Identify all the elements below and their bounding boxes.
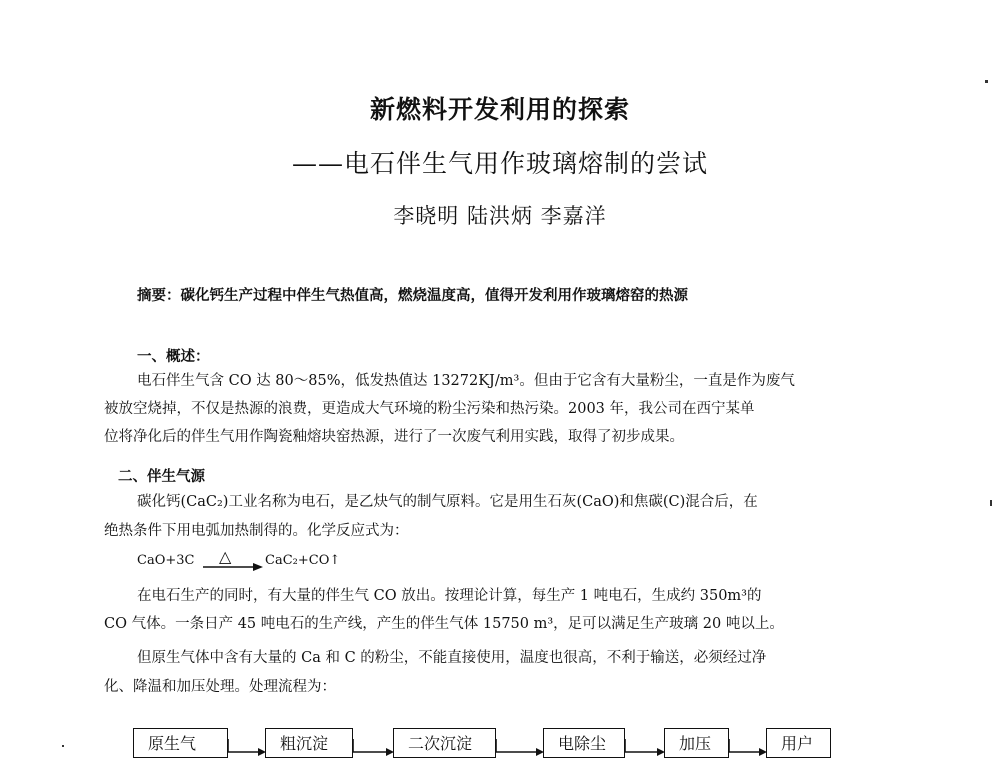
abstract <box>137 284 688 305</box>
abstract-label: 摘要： <box>137 287 181 304</box>
arrow-icon <box>203 549 263 571</box>
section-2-p2-line-1: 在电石生产的同时，有大量的伴生气 CO 放出。按理论计算，每生产 1 吨电石，生成约 350m³的 <box>137 588 762 604</box>
section-2-p1-line-2: 绝热条件下用电弧加热制得的。化学反应式为： <box>104 523 409 539</box>
section-2-p3-line-2: 化、降温和加压处理。处理流程为： <box>104 679 336 695</box>
reaction-condition: △ <box>219 547 232 566</box>
scan-speck <box>62 745 64 747</box>
page-subtitle: ——电石伴生气用作玻璃熔制的尝试 <box>291 149 708 178</box>
section-2-p2-line-2: CO 气体。一条日产 45 吨电石的生产线，产生的伴生气体 15750 m³，足可以满足生产玻璃 20 吨以上。 <box>104 616 784 632</box>
flow-box-user: 用户 <box>766 728 831 758</box>
flow-box-electrostatic-precipitator: 电除尘 <box>543 728 625 758</box>
abstract-text: 碳化钙生产过程中伴生气热值高，燃烧温度高，值得开发利用作玻璃熔窑的热源 <box>180 287 688 304</box>
formula-left: CaO+3C <box>137 553 195 568</box>
reaction-arrow <box>203 549 263 571</box>
formula-right: CaC₂+CO↑ <box>265 553 341 568</box>
section-1-line-2: 被放空烧掉，不仅是热源的浪费，更造成大气环境的粉尘污染和热污染。2003 年，我公司在西宁某单 <box>104 401 755 417</box>
section-2-p3-line-1: 但原生气体中含有大量的 Ca 和 C 的粉尘，不能直接使用，温度也很高，不利于输送，必须经过净 <box>137 650 767 666</box>
flow-box-coarse-settling: 粗沉淀 <box>265 728 353 758</box>
section-1-line-3: 位将净化后的伴生气用作陶瓷釉熔块窑热源，进行了一次废气利用实践，取得了初步成果。 <box>104 429 684 445</box>
flow-box-secondary-settling: 二次沉淀 <box>393 728 496 758</box>
section-1-heading: 一、概述： <box>137 348 210 365</box>
section-2-p1-line-1: 碳化钙(CaC₂)工业名称为电石，是乙炔气的制气原料。它是用生石灰(CaO)和焦碳(C)混合后，在 <box>137 494 758 510</box>
flow-box-pressurize: 加压 <box>664 728 729 758</box>
page-title: 新燃料开发利用的探索 <box>369 95 630 124</box>
section-2-heading: 二、伴生气源 <box>118 468 205 485</box>
flow-box-raw-gas: 原生气 <box>133 728 228 758</box>
authors: 李晓明 陆洪炳 李嘉洋 <box>393 204 607 228</box>
section-1-line-1: 电石伴生气含 CO 达 80～85%，低发热值达 13272KJ/m³。但由于它含有大量粉尘，一直是作为废气 <box>137 373 795 389</box>
scan-speck <box>985 80 988 83</box>
scan-speck <box>990 500 992 506</box>
